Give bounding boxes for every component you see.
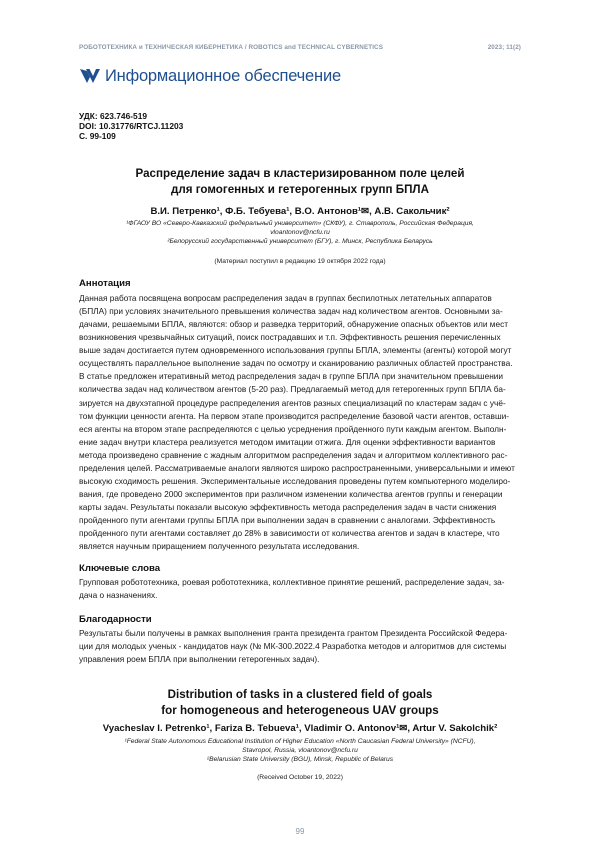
running-header (79, 44, 521, 54)
abstract-line: ение задач внутри кластера реализуется методом имитации отжига. Для оценки эффективности вариантов (79, 436, 496, 447)
affiliation-line: ²Belarusian State University (BGU), Minsk, Republic of Belarus (206, 756, 394, 764)
title-line: Distribution of tasks in a clustered field of goals (167, 688, 433, 701)
acknowledgments-line: управления роем БПЛА при выполнении гетерогенных задач). (79, 654, 320, 665)
abstract-line: возникновения чрезвычайных ситуаций, поиск пострадавших и т.п. Эффективность решения перечисленных (79, 332, 501, 343)
affiliation-line: ¹ФГАОУ ВО «Северо-Кавказский федеральный университет» (СКФУ), г. Ставрополь, Российская Федерация, (126, 220, 474, 227)
abstract-line: В статье предложен итеративный метод распределения задач в группе БПЛА при значительном превышении (79, 371, 504, 382)
title-line: for homogeneous and heterogeneous UAV groups (161, 703, 439, 717)
acknowledgments-text (79, 627, 529, 666)
abstract-line: пройденного пути агентами составляет до 28% в зависимости от количества агентов и задач в кластере, что (79, 528, 500, 539)
keywords-line: Групповая робототехника, роевая робототехника, коллективное принятие решений, распределение задач, за- (79, 577, 505, 587)
keywords-text (79, 576, 529, 602)
abstract-line: осуществлять параллельное выполнение задач по осмотру и сканированию различных областей пространства. (79, 358, 513, 369)
abstract-line: Данная работа посвящена вопросам распределения задач в группах беспилотных летательных аппаратов (79, 293, 492, 303)
abstract-line: выше задач достигается путем одновременного использования группы БПЛА, элементы (агенты) которой могут (79, 345, 512, 356)
section-heading (79, 64, 341, 88)
page-range: С. 99-109 (79, 131, 116, 142)
abstract-line: карты задач. Результаты показали высокую эффективность метода распределения задач в части снижения (79, 502, 497, 512)
acknowledgments-line: Результаты были получены в рамках выполнения гранта президента грантом Президента Российской Федера- (79, 628, 508, 638)
received-ru: (Материал поступил в редакцию 19 октября 2022 года) (214, 258, 386, 265)
abstract-line: пределения целей. Рассматриваемые аналоги являются широко распространенными, универсальными и имеют (79, 462, 515, 473)
journal-logo-icon (79, 67, 101, 85)
received-en: (Received October 19, 2022) (257, 774, 343, 781)
title-ru (79, 166, 521, 197)
affiliation-line: ¹Federal State Autonomous Educational Institution of Higher Education «North Caucasian Federal University» (NCFU), (124, 738, 476, 745)
authors-en: Vyacheslav I. Petrenko¹, Fariza B. Tebueva¹, Vladimir O. Antonov¹✉, Artur V. Sakolchik² (102, 723, 498, 734)
authors-ru: В.И. Петренко¹, Ф.Б. Тебуева¹, В.О. Антонов¹✉, А.В. Сакольчик² (150, 206, 450, 217)
abstract-line: высокую сходимость решения. Экспериментальные исследования проведены путем компьютерного моделиро- (79, 475, 511, 486)
abstract-heading: Аннотация (79, 278, 131, 289)
keywords-line: дача о назначениях. (79, 590, 158, 601)
section-title: Информационное обеспечение (105, 66, 341, 85)
affiliation-line: Stavropol, Russia, vloantonov@ncfu.ru (242, 747, 358, 755)
keywords-heading: Ключевые слова (79, 563, 161, 574)
abstract-line: зируется на двухэтапной процедуре распределения агентов разных специализаций по кластерам задач с учё- (79, 397, 506, 408)
abstract-line: еся агенты на втором этапе распределяются с целью усреднения пройденного пути каждым агентом. Выполн- (79, 423, 507, 434)
abstract-line: (БПЛА) при условиях значительного превышения количества задач над количеством агентов. Основными за- (79, 306, 503, 317)
affiliation-line: ²Белорусский государственный университет (БГУ), г. Минск, Республика Беларусь (167, 238, 433, 246)
abstract-line: пройденного пути агентами группы БПЛА при выполнении задач в сравнении с аналогами. Эффективность (79, 515, 496, 526)
affiliations-en (70, 737, 530, 764)
abstract-line: вания, где проведено 2000 экспериментов при различном изменении количества агентов группы и генерации (79, 488, 503, 499)
acknowledgments-line: ции для молодых ученых - кандидатов наук (№ МК-300.2022.4 Разработка методов и алгоритмов для системы (79, 641, 507, 652)
page-number: 99 (295, 827, 305, 836)
abstract-line: метода произведено сравнение с жадным алгоритмом распределения задач и алгоритмом коллективного рас- (79, 449, 508, 460)
article-meta (79, 111, 183, 142)
title-en (79, 687, 521, 718)
affiliations-ru (70, 219, 530, 246)
affiliation-line: vloantonov@ncfu.ru (270, 229, 330, 237)
journal-name: РОБОТОТЕХНИКА и ТЕХНИЧЕСКАЯ КИБЕРНЕТИКА / ROBOTICS and TECHNICAL CYBERNETICS (79, 44, 383, 51)
title-line: для гомогенных и гетерогенных групп БПЛА (171, 182, 429, 196)
title-line: Распределение задач в кластеризированном поле целей (135, 167, 465, 180)
abstract-line: количества задач над количеством агентов (5-20 раз). Предлагаемый метод для гетерогенных групп БПЛА ба- (79, 384, 506, 395)
doi: DOI: 10.31776/RTCJ.11203 (79, 121, 184, 132)
issue-number: 2023; 11(2) (487, 44, 521, 51)
acknowledgments-heading: Благодарности (79, 614, 152, 625)
abstract-line: том функции ценности агента. На первом этапе производится распределение базовой части агентов, оставши- (79, 410, 509, 421)
abstract-line: дачами, решаемыми БПЛА, являются: обзор и разведка территорий, обнаружение опасных объектов или мест (79, 319, 509, 330)
udc: УДК: 623.746-519 (79, 111, 148, 121)
abstract-text (79, 292, 529, 553)
abstract-line: является научным приращением полученного результата исследования. (79, 541, 360, 552)
